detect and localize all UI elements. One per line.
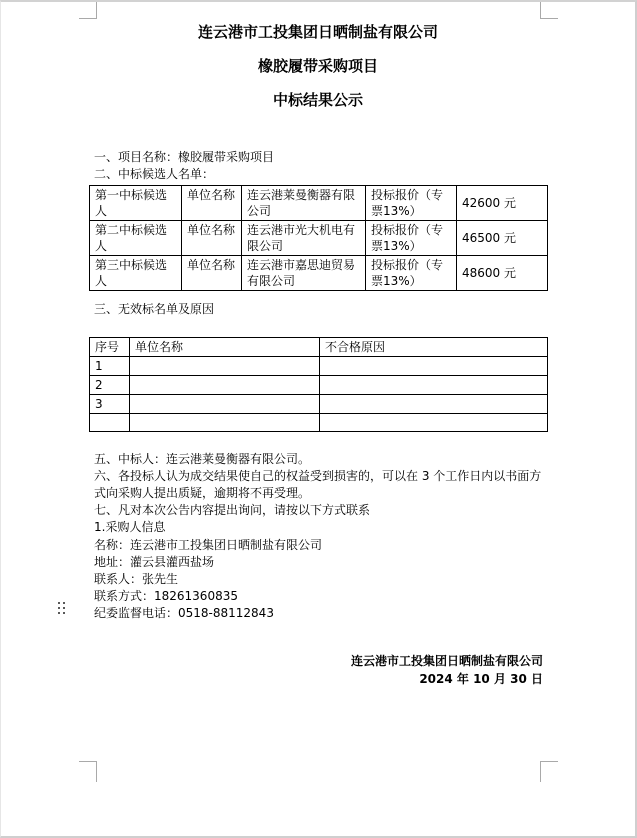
col-header-no: 序号 (90, 338, 130, 357)
signature-date: 2024 年 10 月 30 日 (419, 672, 543, 686)
section-invalid-heading: 三、无效标名单及原因 (94, 302, 215, 316)
row-no (90, 414, 130, 432)
bid-price-label: 投标报价（专票13%） (366, 256, 457, 291)
candidates-table (89, 185, 548, 291)
candidate-rank: 第一中标候选人 (90, 186, 182, 221)
drag-handle-icon[interactable] (58, 602, 65, 614)
signature-company: 连云港市工投集团日晒制盐有限公司 (350, 654, 543, 668)
crop-mark-top-left-icon (79, 2, 97, 19)
section-objection-notice: 六、各投标人认为成交结果使自己的权益受到损害的，可以在 3 个工作日内以书面方式向采购人提出质疑，逾期将不再受理。 (94, 469, 542, 500)
invalid-bids-table (89, 337, 548, 432)
candidate-row-1 (90, 186, 548, 221)
row-reason (320, 414, 548, 432)
section-winner: 五、中标人：连云港莱曼衡器有限公司。 (94, 452, 311, 466)
crop-mark-bottom-right-icon (540, 761, 558, 782)
bid-price-label: 投标报价（专票13%） (366, 221, 457, 256)
section-project-name: 一、项目名称：橡胶履带采购项目 (94, 150, 275, 164)
bid-price-value: 46500 元 (457, 221, 548, 256)
document-title-company: 连云港市工投集团日晒制盐有限公司 (197, 23, 438, 41)
candidate-row-2 (90, 221, 548, 256)
invalid-row-3 (90, 395, 548, 414)
unit-name-value: 连云港莱曼衡器有限公司 (242, 186, 366, 221)
row-no: 2 (90, 376, 130, 395)
invalid-header-row (90, 338, 548, 357)
candidate-rank: 第三中标候选人 (90, 256, 182, 291)
invalid-row-1 (90, 357, 548, 376)
row-unit (130, 357, 320, 376)
section-contact-instruction: 七、凡对本次公告内容提出询问，请按以下方式联系 (94, 503, 371, 517)
row-unit (130, 414, 320, 432)
bid-price-value: 48600 元 (457, 256, 548, 291)
unit-name-value: 连云港市光大机电有限公司 (242, 221, 366, 256)
col-header-unit: 单位名称 (130, 338, 320, 357)
purchaser-name: 名称：连云港市工投集团日晒制盐有限公司 (94, 538, 323, 552)
unit-name-label: 单位名称 (182, 186, 242, 221)
row-reason (320, 357, 548, 376)
crop-mark-bottom-left-icon (79, 761, 97, 782)
candidate-rank: 第二中标候选人 (90, 221, 182, 256)
invalid-row-4 (90, 414, 548, 432)
row-no: 1 (90, 357, 130, 376)
unit-name-label: 单位名称 (182, 221, 242, 256)
row-no: 3 (90, 395, 130, 414)
invalid-row-2 (90, 376, 548, 395)
purchaser-contact-person: 联系人：张先生 (94, 572, 179, 586)
purchaser-phone: 联系方式：18261360835 (94, 589, 238, 603)
row-unit (130, 376, 320, 395)
row-unit (130, 395, 320, 414)
signature-block (351, 652, 543, 688)
bid-price-label: 投标报价（专票13%） (366, 186, 457, 221)
col-header-reason: 不合格原因 (320, 338, 548, 357)
crop-mark-top-right-icon (540, 2, 558, 19)
row-reason (320, 376, 548, 395)
candidate-row-3 (90, 256, 548, 291)
section-candidates-heading: 二、中标候选人名单： (94, 167, 215, 181)
document-title-project: 橡胶履带采购项目 (257, 57, 378, 75)
purchaser-address: 地址：灌云县灌西盐场 (94, 555, 215, 569)
bid-price-value: 42600 元 (457, 186, 548, 221)
unit-name-value: 连云港市嘉思迪贸易有限公司 (242, 256, 366, 291)
supervision-phone: 纪委监督电话：0518-88112843 (94, 606, 274, 620)
purchaser-info-heading: 1.采购人信息 (94, 520, 166, 534)
document-title-announcement: 中标结果公示 (272, 91, 363, 109)
row-reason (320, 395, 548, 414)
unit-name-label: 单位名称 (182, 256, 242, 291)
